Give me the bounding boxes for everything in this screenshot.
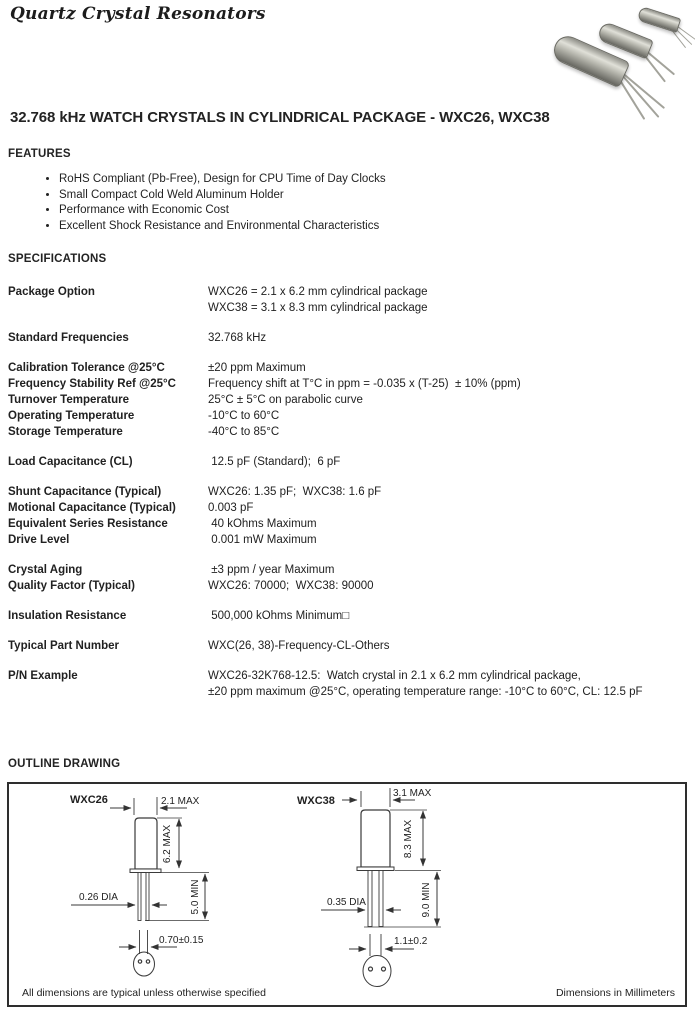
brand-title: Quartz Crystal Resonators — [10, 4, 266, 24]
wxc38-lead-length-dim: 9.0 MIN — [421, 882, 432, 918]
wxc26-lead-dia-dim: 0.26 DIA — [79, 892, 118, 903]
spec-label: Shunt Capacitance (Typical) — [8, 486, 162, 498]
product-photo — [538, 6, 690, 124]
spec-value: -10°C to 60°C — [208, 410, 280, 422]
specifications-table — [8, 284, 690, 700]
table-row — [8, 360, 690, 376]
crystal-illustration-small — [637, 6, 682, 33]
table-row — [8, 284, 690, 300]
table-row — [8, 578, 690, 594]
table-row — [8, 454, 690, 470]
spec-label: Storage Temperature — [8, 426, 123, 438]
table-row — [8, 330, 690, 346]
feature-item: • Small Compact Cold Weld Aluminum Holder — [59, 188, 386, 204]
table-row — [8, 300, 690, 316]
spec-label: Drive Level — [8, 534, 70, 546]
spec-value: 500,000 kOhms Minimum□ — [208, 610, 350, 622]
spec-label — [8, 300, 208, 316]
spec-label — [8, 684, 208, 700]
spec-label: Operating Temperature — [8, 410, 135, 422]
dimensions-note-right: Dimensions in Millimeters — [555, 987, 675, 999]
wxc38-lead-spacing-dim: 1.1±0.2 — [394, 936, 428, 947]
spec-value: ±3 ppm / year Maximum — [208, 564, 335, 576]
wxc26-width-dim: 2.1 MAX — [161, 796, 200, 807]
table-row — [8, 668, 690, 684]
table-row — [8, 608, 690, 624]
spec-value: 0.003 pF — [208, 502, 254, 514]
table-row — [8, 484, 690, 500]
spec-value: -40°C to 85°C — [208, 426, 280, 438]
spec-label: Equivalent Series Resistance — [8, 518, 168, 530]
feature-item: • RoHS Compliant (Pb-Free), Design for CPU Time of Day Clocks — [59, 172, 386, 188]
specifications-heading: SPECIFICATIONS — [8, 253, 107, 265]
spec-label: Calibration Tolerance @25°C — [8, 362, 165, 374]
spec-value: WXC26-32K768-12.5: Watch crystal in 2.1 x 6.2 mm cylindrical package, — [208, 670, 581, 682]
spec-value: WXC26: 70000; WXC38: 90000 — [208, 580, 374, 592]
table-row — [8, 408, 690, 424]
wxc38-height-dim: 8.3 MAX — [403, 819, 414, 859]
wxc38-lead-dia-dim: 0.35 DIA — [327, 897, 366, 908]
spec-value: ±20 ppm maximum @25°C, operating temperature range: -10°C to 60°C, CL: 12.5 pF — [208, 686, 643, 698]
spec-value: 12.5 pF (Standard); 6 pF — [208, 456, 341, 468]
feature-item: • Excellent Shock Resistance and Environmental Characteristics — [59, 219, 386, 235]
spec-label: Typical Part Number — [8, 640, 119, 652]
wxc38-label: WXC38 — [297, 795, 335, 807]
spec-label: Frequency Stability Ref @25°C — [8, 378, 176, 390]
wxc38-width-dim: 3.1 MAX — [393, 788, 432, 799]
feature-item: • Performance with Economic Cost — [59, 203, 386, 219]
spec-value: WXC26: 1.35 pF; WXC38: 1.6 pF — [208, 486, 382, 498]
wxc26-lead-spacing-dim: 0.70±0.15 — [159, 935, 204, 946]
spec-value: WXC38 = 3.1 x 8.3 mm cylindrical package — [208, 302, 428, 314]
spec-value: Frequency shift at T°C in ppm = -0.035 x (T-25) ± 10% (ppm) — [208, 378, 521, 390]
outline-drawing-box — [7, 782, 687, 1007]
outline-heading: OUTLINE DRAWING — [8, 758, 121, 770]
table-row — [8, 500, 690, 516]
dimensions-note-left: All dimensions are typical unless otherwise specified — [22, 987, 266, 999]
spec-label: Insulation Resistance — [8, 610, 127, 622]
wxc26-label: WXC26 — [70, 794, 108, 806]
table-row — [8, 376, 690, 392]
table-row — [8, 516, 690, 532]
table-row — [8, 638, 690, 654]
wxc26-lead-length-dim: 5.0 MIN — [190, 879, 201, 915]
table-row — [8, 392, 690, 408]
spec-value: 25°C ± 5°C on parabolic curve — [208, 394, 363, 406]
spec-label: Package Option — [8, 286, 95, 298]
spec-value: 0.001 mW Maximum — [208, 534, 317, 546]
features-list — [0, 172, 386, 234]
spec-label: P/N Example — [8, 670, 78, 682]
spec-value: WXC26 = 2.1 x 6.2 mm cylindrical package — [208, 286, 428, 298]
spec-value: 40 kOhms Maximum — [208, 518, 317, 530]
spec-value: WXC(26, 38)-Frequency-CL-Others — [208, 640, 390, 652]
page-title: 32.768 kHz WATCH CRYSTALS IN CYLINDRICAL PACKAGE - WXC26, WXC38 — [10, 109, 550, 126]
outline-drawing — [9, 784, 685, 1005]
wxc26-height-dim: 6.2 MAX — [162, 824, 173, 864]
features-heading: FEATURES — [8, 148, 71, 160]
spec-value: ±20 ppm Maximum — [208, 362, 306, 374]
table-row — [8, 532, 690, 548]
table-row — [8, 424, 690, 440]
spec-label: Quality Factor (Typical) — [8, 580, 135, 592]
table-row — [8, 684, 690, 700]
spec-label: Turnover Temperature — [8, 394, 129, 406]
table-row — [8, 562, 690, 578]
spec-label: Standard Frequencies — [8, 332, 129, 344]
spec-label: Motional Capacitance (Typical) — [8, 502, 176, 514]
spec-value: 32.768 kHz — [208, 332, 267, 344]
spec-label: Load Capacitance (CL) — [8, 456, 133, 468]
spec-label: Crystal Aging — [8, 564, 83, 576]
